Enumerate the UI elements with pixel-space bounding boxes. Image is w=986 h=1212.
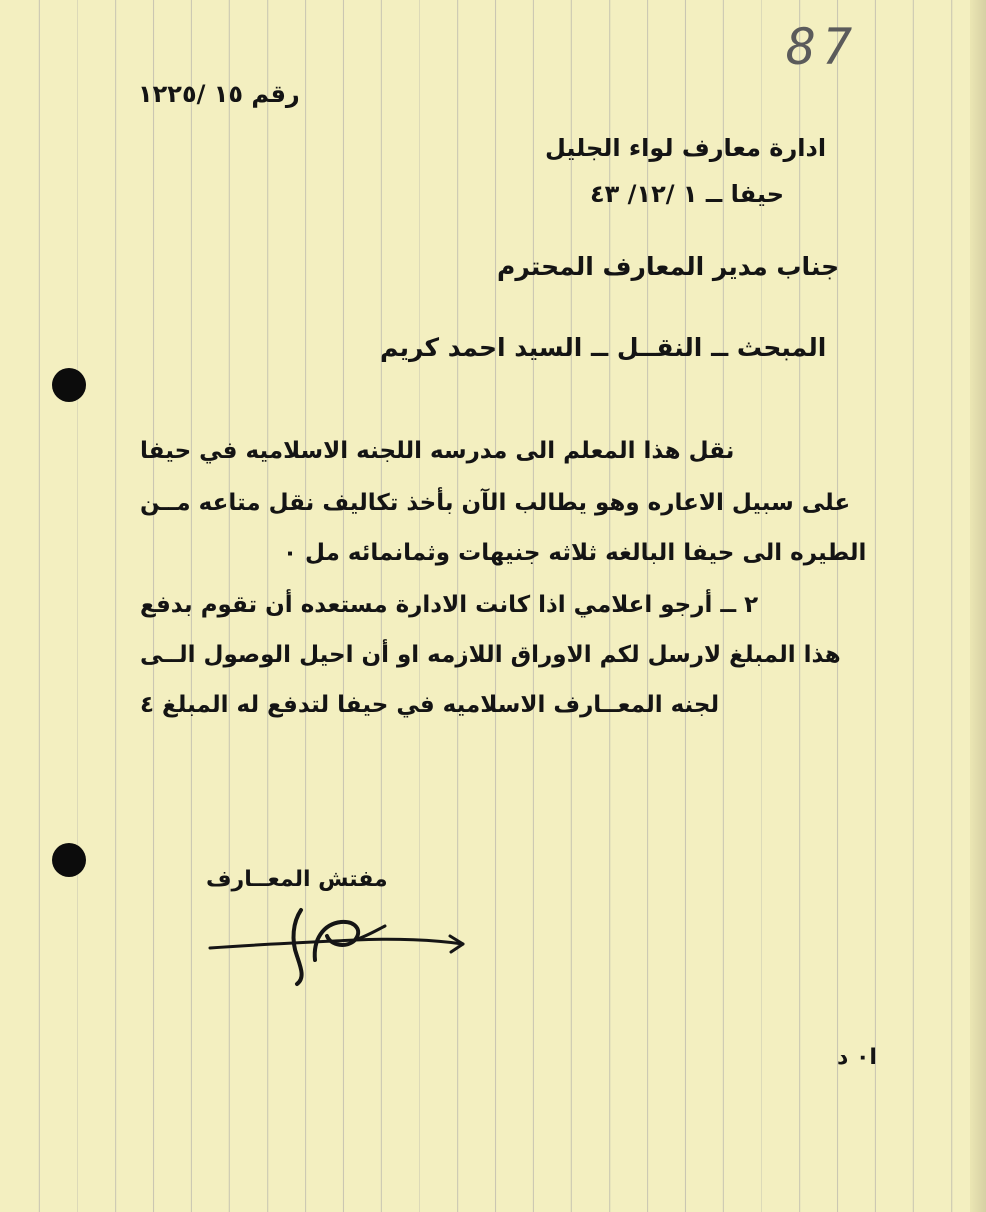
footer-code: ا٠ د bbox=[837, 1045, 877, 1070]
signatory-title: مفتش المعــارف bbox=[206, 867, 388, 892]
binder-hole bbox=[52, 368, 86, 402]
handwritten-page-number: 87 bbox=[786, 18, 859, 76]
body-line: هذا المبلغ لارسل لكم الاوراق اللازمه او أن احيل الوصول الــى bbox=[140, 642, 841, 668]
addressee: جناب مدير المعارف المحترم bbox=[497, 252, 840, 281]
paper-edge bbox=[970, 0, 986, 1212]
sender-department: ادارة معارف لواء الجليل bbox=[545, 134, 827, 162]
place-date: حيفا ــ ١ /١٢/ ٤٣ bbox=[590, 180, 784, 208]
reference-number: رقم ١٥ /١٢٢٥ bbox=[138, 80, 300, 108]
body-line: لجنه المعــارف الاسلاميه في حيفا لتدفع له المبلغ ٤ bbox=[140, 692, 720, 718]
binder-hole bbox=[52, 843, 86, 877]
body-line: ٢ ــ أرجو اعلامي اذا كانت الادارة مستعده أن تقوم بدفع bbox=[140, 592, 759, 618]
body-line: الطيره الى حيفا البالغه ثلاثه جنيهات وثمانمائه مل ٠ bbox=[283, 540, 867, 566]
handwritten-signature bbox=[205, 900, 475, 990]
body-line: نقل هذا المعلم الى مدرسه اللجنه الاسلاميه في حيفا bbox=[140, 438, 735, 464]
body-line: على سبيل الاعاره وهو يطالب الآن بأخذ تكاليف نقل متاعه مــن bbox=[140, 490, 851, 516]
subject-line: المبحث ــ النقــل ــ السيد احمد كريم bbox=[380, 333, 827, 362]
